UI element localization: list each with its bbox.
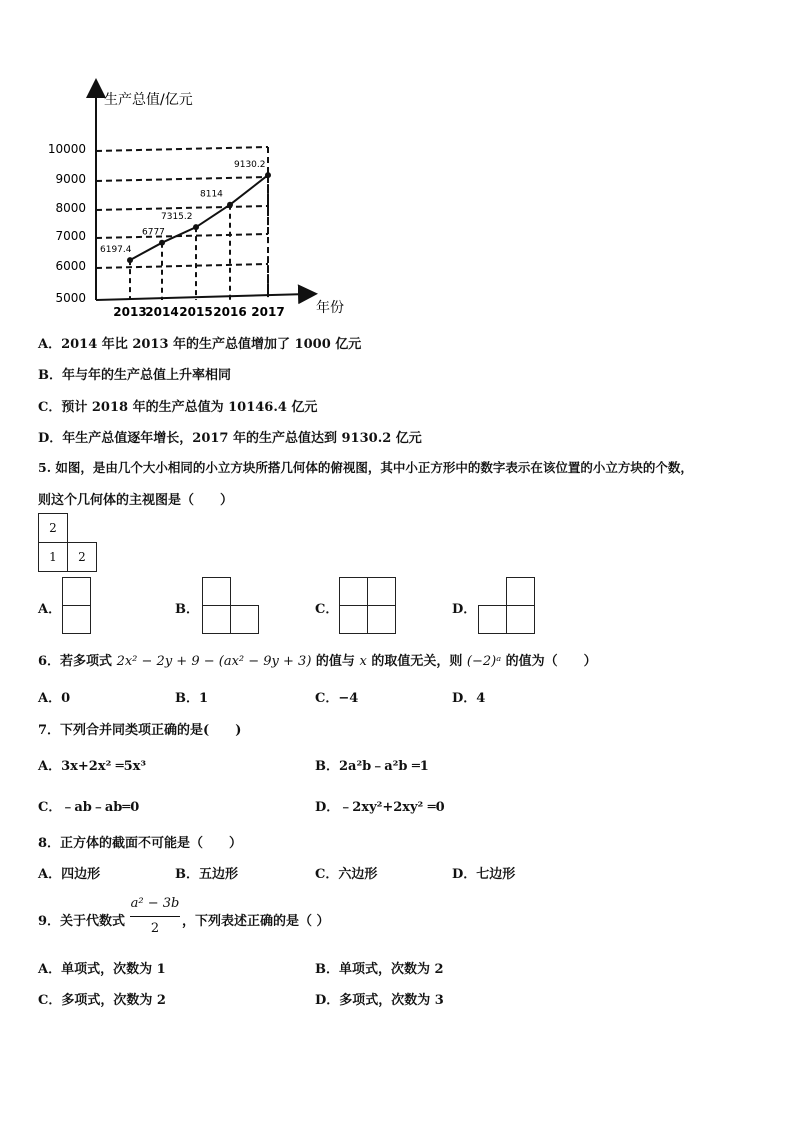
grid-cell-bottom-right: 2 <box>67 542 97 572</box>
data-point <box>159 240 165 246</box>
grid-cell-top: 2 <box>38 513 68 543</box>
gridline <box>96 206 268 210</box>
data-point <box>127 257 133 263</box>
q6-option-a: A．0 <box>38 691 71 706</box>
q9-numerator: a² − 3b <box>130 896 180 911</box>
data-label: 6197.4 <box>100 245 132 256</box>
q7-option-c: C．﹣ab﹣ab═0 <box>38 800 140 815</box>
q4-option-b: B．年与年的生产总值上升率相同 <box>38 368 231 383</box>
q6-option-d: D．4 <box>452 691 486 706</box>
q8-option-c: C．六边形 <box>315 867 378 882</box>
q8-option-b: B．五边形 <box>175 867 238 882</box>
q8-option-a: A．四边形 <box>38 867 101 882</box>
q7-option-a: A．3x+2x² ═5x³ <box>38 759 147 774</box>
y-tick-label: 7000 <box>55 229 86 243</box>
y-tick-label: 8000 <box>55 201 86 215</box>
data-label: 7315.2 <box>161 212 193 223</box>
q5-stem-line1: 5. 如图，是由几个大小相同的小立方块所搭几何体的俯视图，其中小正方形中的数字表示在该位置的小立方块的个数， <box>38 460 693 475</box>
q5-option-a-label: A． <box>38 602 62 617</box>
q6-suffix: 的值为（ ） <box>505 654 597 669</box>
q9-fraction-bar <box>130 916 180 917</box>
q4-option-d: D．年生产总值逐年增长，2017 年的生产总值达到 9130.2 亿元 <box>38 431 422 446</box>
q9-suffix: ，下列表述正确的是（ ） <box>182 914 330 929</box>
q6-expression2: (−2)ᵃ <box>466 654 502 669</box>
q5-option-d-label: D． <box>452 602 477 617</box>
x-tick-label: 2014 <box>145 305 179 319</box>
x-tick-label: 2016 <box>213 305 247 319</box>
y-tick-label: 5000 <box>55 291 86 305</box>
x-axis <box>96 294 308 300</box>
x-tick-label: 2015 <box>179 305 213 319</box>
gridline <box>96 264 268 268</box>
data-label: 8114 <box>200 189 223 200</box>
gridline <box>96 147 268 151</box>
grid-cell-bottom-left: 1 <box>38 542 68 572</box>
gridline <box>96 177 268 181</box>
data-point <box>265 172 271 178</box>
q6-expression: 2x² − 2y + 9 − (ax² − 9y + 3) <box>116 654 312 669</box>
q9-option-b: B．单项式，次数为 2 <box>315 962 444 977</box>
q5-stem-line2: 则这个几何体的主视图是（ ） <box>38 493 234 508</box>
q5-option-b-label: B． <box>175 602 199 617</box>
q7-option-b: B．2a²b﹣a²b ═1 <box>315 759 429 774</box>
y-tick-label: 10000 <box>47 142 86 156</box>
q9-denominator: 2 <box>150 921 160 936</box>
q6-stem <box>38 650 597 669</box>
data-point <box>227 202 233 208</box>
q6-middle2: 的取值无关，则 <box>371 654 463 669</box>
q6-option-c: C．−4 <box>315 691 359 706</box>
q8-stem: 8．正方体的截面不可能是（ ） <box>38 836 243 851</box>
q6-prefix: 6．若多项式 <box>38 654 113 669</box>
x-tick-label: 2013 <box>113 305 147 319</box>
q9-option-a: A．单项式，次数为 1 <box>38 962 166 977</box>
q6-variable: x <box>359 654 367 669</box>
q9-option-c: C．多项式，次数为 2 <box>38 993 166 1008</box>
line-chart <box>0 0 794 330</box>
data-label: 6777 <box>142 227 165 238</box>
q7-option-d: D．﹣2xy²+2xy² ═0 <box>315 800 445 815</box>
data-label: 9130.2 <box>234 160 266 171</box>
q7-stem: 7．下列合并同类项正确的是( ) <box>38 723 242 738</box>
y-axis-label: 生产总值/亿元 <box>104 92 193 108</box>
q4-option-c: C．预计 2018 年的生产总值为 10146.4 亿元 <box>38 400 318 415</box>
q6-middle: 的值与 <box>315 654 355 669</box>
data-point <box>193 224 199 230</box>
x-axis-label: 年份 <box>316 300 344 316</box>
x-tick-label: 2017 <box>251 305 285 319</box>
q9-prefix: 9．关于代数式 <box>38 914 126 929</box>
y-tick-label: 9000 <box>55 172 86 186</box>
q6-option-b: B．1 <box>175 691 209 706</box>
q5-option-c-label: C． <box>315 602 339 617</box>
q9-option-d: D．多项式，次数为 3 <box>315 993 444 1008</box>
y-tick-label: 6000 <box>55 259 86 273</box>
series-line <box>130 175 268 260</box>
q8-option-d: D．七边形 <box>452 867 516 882</box>
q4-option-a: A．2014 年比 2013 年的生产总值增加了 1000 亿元 <box>38 337 362 352</box>
